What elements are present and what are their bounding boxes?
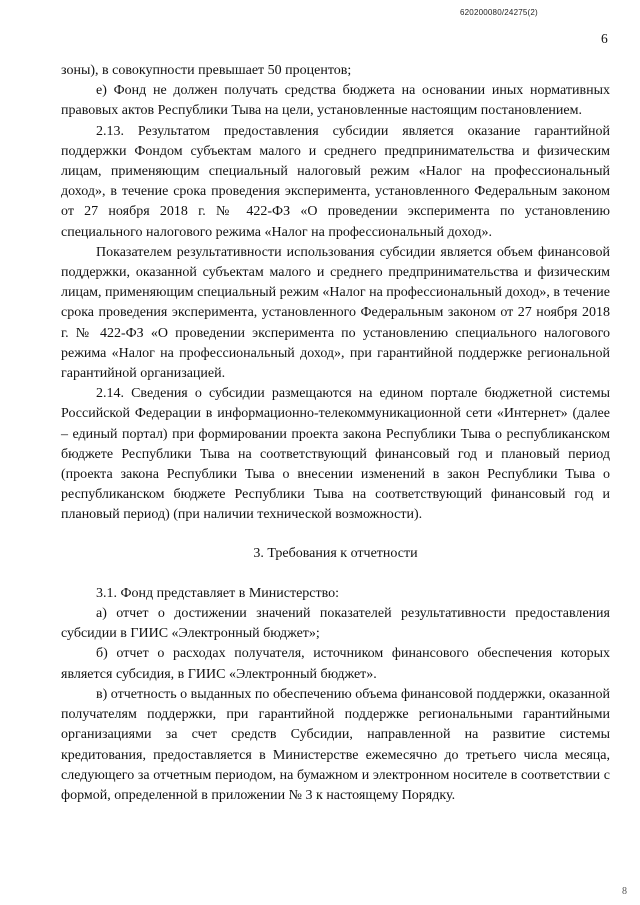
paragraph: в) отчетность о выданных по обеспечению объема финансовой поддержки, оказанной получателям поддержки, при гарантийной поддержке региональными гарантийными организациями за счет средств Субсидии, направленной на развитие системы кредитования, предоставляется в Министерстве ежемесячно до третьего числа месяца, следующего за отчетным периодом, на бумажном и электронном носителе в соответствии с формой, определенной в приложении № 3 к настоящему Порядку. [61,686,610,803]
paragraph: 2.13. Результатом предоставления субсидии является оказание гарантийной поддержки Фондом субъектам малого и среднего предпринимательства и физическим лицам, применяющим специальный налоговый режим «Налог на профессиональный доход», в течение срока проведения эксперимента, установленного Федеральным законом от 27 ноября 2018 г. № 422-ФЗ «О проведении эксперимента по установлению специального налогового режима «Налог на профессиональный доход». [61,123,610,240]
paragraphs-block [61,61,610,526]
document-body [61,61,610,806]
document-code: 620200080/24275(2) [460,8,538,17]
paragraph: 3.1. Фонд представляет в Министерство: [96,585,340,601]
paragraph: Показателем результативности использования субсидии является объем финансовой поддержки, оказанной субъектам малого и среднего предпринимательства и физическим лицам, применяющим специальный режим «Налог на профессиональный доход», в течение срока проведения эксперимента, установленного Федеральным законом от 27 ноября 2018 г. № 422-ФЗ «О проведении эксперимента по установлению специального налогового режима «Налог на профессиональный доход», при гарантийной поддержке региональной гарантийной организацией. [61,244,610,382]
paragraph: б) отчет о расходах получателя, источником финансового обеспечения которых является субсидия, в ГИИС «Электронный бюджет». [61,646,610,682]
paragraph: 2.14. Сведения о субсидии размещаются на едином портале бюджетной системы Российской Федерации в информационно-телекоммуникационной сети «Интернет» (далее – единый портал) при формировании проекта закона Республики Тыва о республиканском бюджете Республики Тыва на соответствующий финансовый год и плановый период (проекта закона Республики Тыва о внесении изменений в закон Республики Тыва о республиканском бюджете Республики Тыва на соответствующий финансовый год и плановый период) (при наличии технической возможности). [61,386,610,523]
section-heading: 3. Требования к отчетности [253,545,418,561]
paragraph: а) отчет о достижении значений показателей результативности предоставления субсидии в ГИИС «Электронный бюджет»; [61,606,610,642]
page-number: 6 [601,31,608,46]
section-paragraphs-block [61,584,610,806]
paragraph: зоны), в совокупности превышает 50 процентов; [61,63,352,78]
scan-mark: 8 [622,886,627,897]
paragraph: е) Фонд не должен получать средства бюджета на основании иных нормативных правовых актов Республики Тыва на цели, установленные настоящим постановлением. [61,83,610,119]
